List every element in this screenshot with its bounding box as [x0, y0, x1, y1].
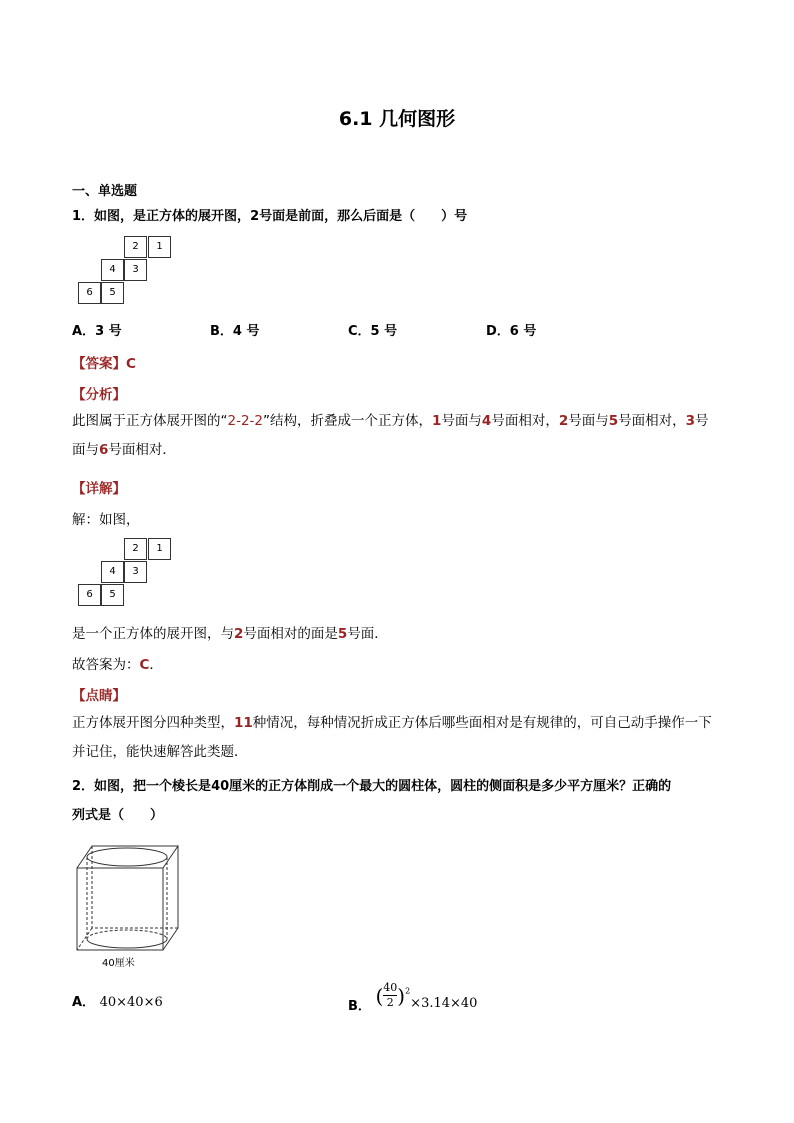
- question-number: 2．: [72, 779, 95, 794]
- net-cell: 5: [101, 282, 124, 304]
- page-title: 6.1 几何图形: [338, 108, 456, 130]
- answer-value: C: [126, 356, 136, 372]
- figure-label: 40厘米: [102, 958, 135, 969]
- net-cell: 6: [78, 584, 101, 606]
- net-cell: 4: [101, 259, 124, 281]
- net-cell: 6: [78, 282, 101, 304]
- answer-line: 【答案】C: [72, 356, 136, 372]
- question-1-text: 1．如图，是正方体的展开图，2号面是前面，那么后面是（ ）号: [72, 209, 468, 224]
- conclusion-line: 故答案为：C．: [72, 657, 163, 673]
- detail-intro: 解：如图，: [72, 512, 140, 528]
- option-a-q2[interactable]: A． 40×40×6: [72, 995, 163, 1010]
- net-cell: 3: [124, 259, 147, 281]
- net-cell: 1: [148, 538, 171, 560]
- option-a[interactable]: A．3 号: [72, 324, 122, 339]
- section-heading: 一、单选题: [72, 184, 138, 199]
- detail-result: 是一个正方体的展开图，与2号面相对的面是5号面．: [72, 626, 388, 642]
- net-cell: 3: [124, 561, 147, 583]
- option-b-q2[interactable]: B． ( $\frac{40}{2}$ )$^2$×3.14×40: [348, 981, 478, 1014]
- option-c[interactable]: C．5 号: [348, 324, 398, 339]
- option-b[interactable]: B．4 号: [210, 324, 260, 339]
- question-number: 1．: [72, 209, 95, 224]
- detail-heading: 【详解】: [72, 481, 126, 497]
- analysis-text: 此图属于正方体展开图的“2-2-2”结构，折叠成一个正方体，1号面与4号面相对，2号面与5号面相对，3号面与6号面相对．: [72, 413, 709, 458]
- net-cell: 1: [148, 236, 171, 258]
- net-cell: 4: [101, 561, 124, 583]
- analysis-heading: 【分析】: [72, 387, 126, 403]
- net-cell: 2: [124, 538, 147, 560]
- net-cell: 5: [101, 584, 124, 606]
- comment-heading: 【点睛】: [72, 688, 126, 704]
- option-d[interactable]: D．6 号: [486, 324, 537, 339]
- cube-cylinder-figure: [72, 842, 187, 972]
- question-2-text: 2．如图，把一个棱长是40厘米的正方体削成一个最大的圆柱体，圆柱的侧面积是多少平方厘米？正确的 列式是（ ）: [72, 779, 672, 823]
- net-cell: 2: [124, 236, 147, 258]
- comment-text: 正方体展开图分四种类型，11种情况，每种情况折成正方体后哪些面相对是有规律的，可自己动手操作一下并记住，能快速解答此类题．: [72, 715, 712, 760]
